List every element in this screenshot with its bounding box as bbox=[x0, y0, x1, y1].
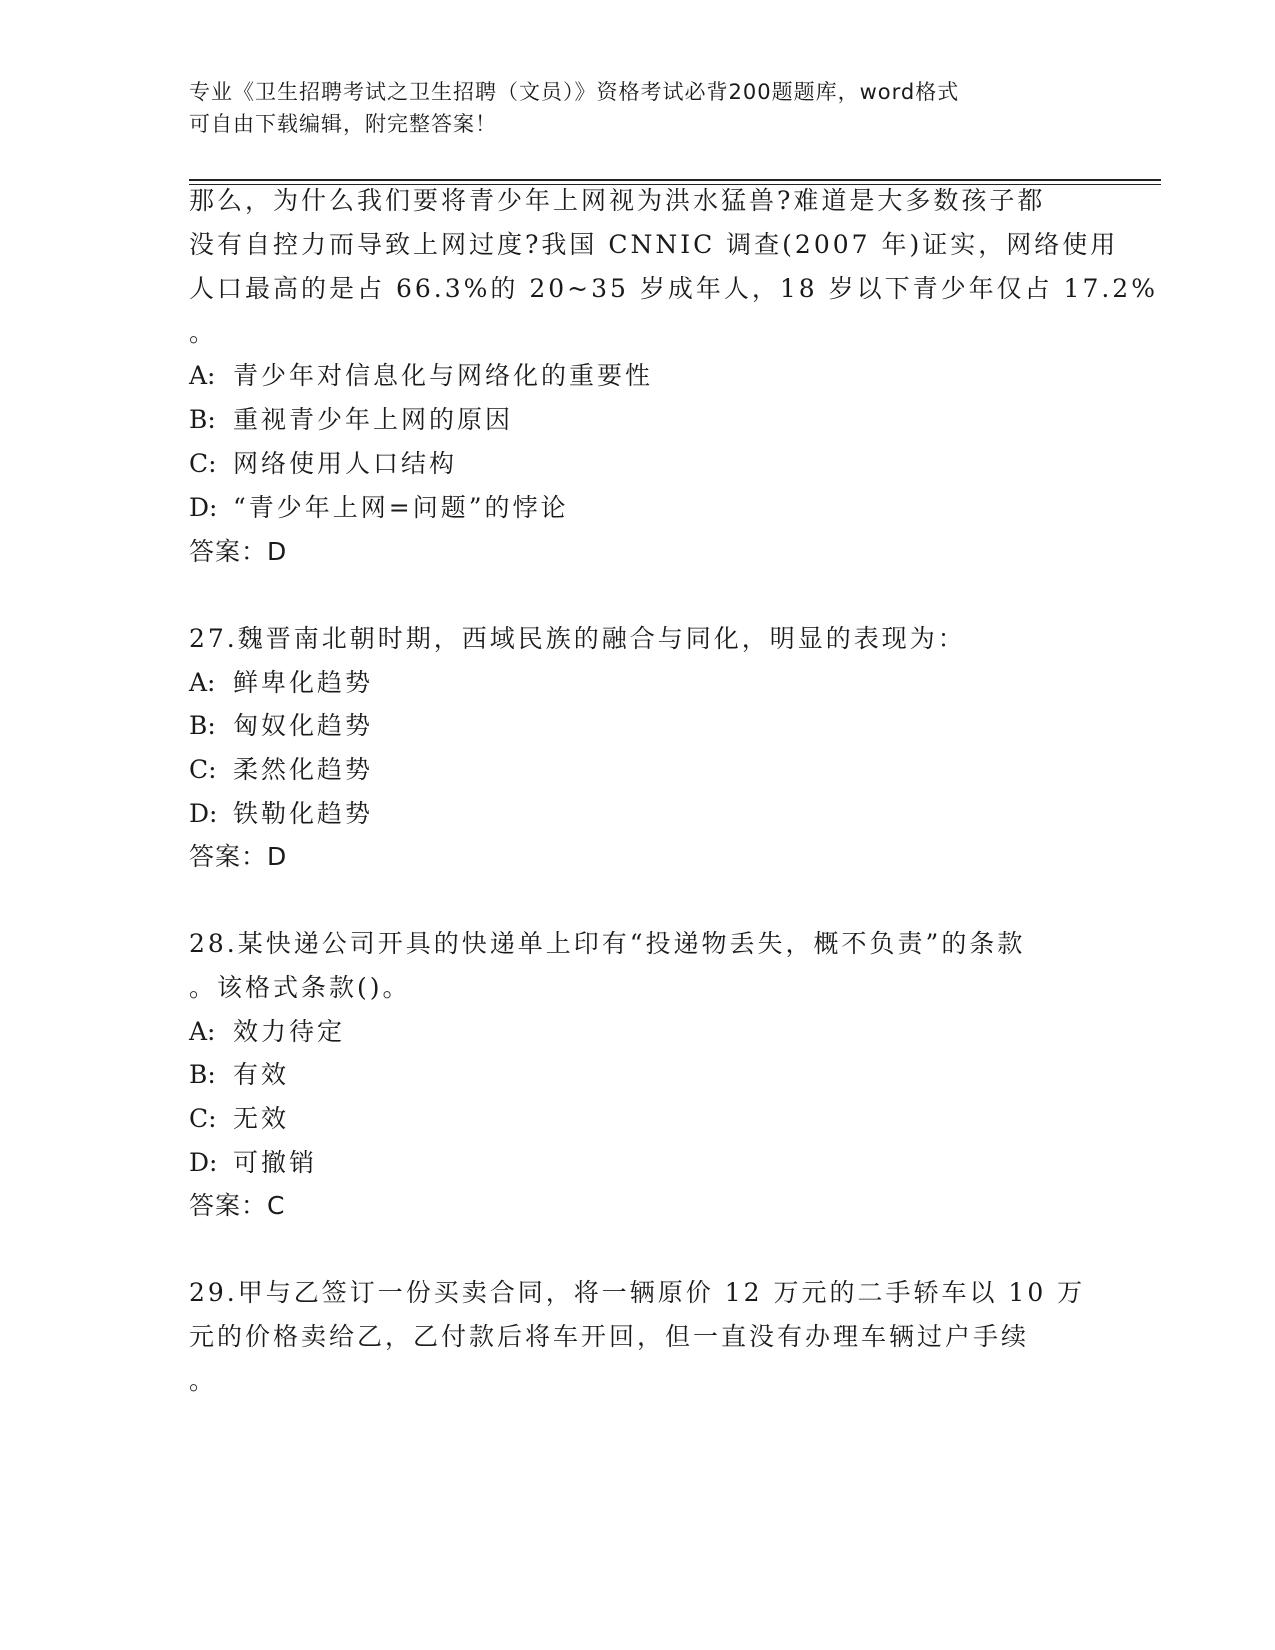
question-stem-line: 27.魏晋南北朝时期，西域民族的融合与同化，明显的表现为： bbox=[189, 624, 966, 653]
option-a bbox=[189, 666, 373, 700]
question-stem-line: 28.某快递公司开具的快递单上印有“投递物丢失，概不负责”的条款 bbox=[189, 929, 1026, 958]
option-d bbox=[189, 491, 569, 525]
document-header bbox=[189, 76, 1089, 140]
question-stem-line: 。 bbox=[189, 1366, 218, 1395]
option-a bbox=[189, 359, 653, 393]
option-text: 铁勒化趋势 bbox=[233, 799, 374, 828]
option-letter: B: bbox=[189, 1060, 216, 1089]
option-text: “青少年上网=问题”的悖论 bbox=[233, 493, 569, 522]
option-text: 匈奴化趋势 bbox=[233, 711, 374, 740]
option-text: 青少年对信息化与网络化的重要性 bbox=[233, 361, 654, 390]
option-letter: C: bbox=[189, 1104, 217, 1133]
option-b bbox=[189, 1058, 289, 1092]
question-stem-line: 那么，为什么我们要将青少年上网视为洪水猛兽?难道是大多数孩子都 bbox=[189, 186, 1046, 215]
option-letter: B: bbox=[189, 405, 216, 434]
option-text: 柔然化趋势 bbox=[233, 755, 374, 784]
question-stem-line: 元的价格卖给乙，乙付款后将车开回，但一直没有办理车辆过户手续 bbox=[189, 1322, 1030, 1351]
option-c bbox=[189, 1102, 289, 1136]
option-text: 鲜卑化趋势 bbox=[233, 668, 374, 697]
option-text: 无效 bbox=[233, 1104, 290, 1133]
option-d bbox=[189, 1146, 317, 1180]
option-letter: D: bbox=[189, 1148, 218, 1177]
option-letter: C: bbox=[189, 449, 217, 478]
option-c bbox=[189, 447, 457, 481]
option-text: 可撤销 bbox=[233, 1148, 318, 1177]
option-b bbox=[189, 709, 373, 743]
answer-line: 答案：C bbox=[189, 1191, 286, 1220]
answer-line: 答案：D bbox=[189, 537, 288, 566]
option-letter: C: bbox=[189, 755, 217, 784]
question-stem-line: 。该格式条款()。 bbox=[189, 973, 411, 1002]
option-a bbox=[189, 1015, 345, 1049]
option-b bbox=[189, 403, 513, 437]
option-d bbox=[189, 797, 373, 831]
question-stem-line: 人口最高的是占 66.3%的 20~35 岁成年人，18 岁以下青少年仅占 17.2% bbox=[189, 274, 1158, 303]
option-letter: B: bbox=[189, 711, 216, 740]
option-letter: A: bbox=[189, 1017, 216, 1046]
question-stem-line: 29.甲与乙签订一份买卖合同，将一辆原价 12 万元的二手轿车以 10 万 bbox=[189, 1278, 1086, 1307]
option-text: 效力待定 bbox=[233, 1017, 346, 1046]
header-rule-thick bbox=[189, 179, 1161, 181]
header-line-1: 专业《卫生招聘考试之卫生招聘（文员）》资格考试必背200题题库，word格式 bbox=[189, 80, 960, 104]
header-line-2: 可自由下载编辑，附完整答案！ bbox=[189, 112, 497, 136]
option-letter: D: bbox=[189, 799, 218, 828]
question-stem-line: 没有自控力而导致上网过度?我国 CNNIC 调查(2007 年)证实，网络使用 bbox=[189, 230, 1119, 259]
option-c bbox=[189, 753, 373, 787]
option-letter: A: bbox=[189, 361, 216, 390]
option-text: 网络使用人口结构 bbox=[233, 449, 458, 478]
answer-line: 答案：D bbox=[189, 842, 288, 871]
option-letter: A: bbox=[189, 668, 216, 697]
option-letter: D: bbox=[189, 493, 218, 522]
question-stem-line: 。 bbox=[189, 318, 218, 347]
option-text: 重视青少年上网的原因 bbox=[233, 405, 514, 434]
option-text: 有效 bbox=[233, 1060, 290, 1089]
